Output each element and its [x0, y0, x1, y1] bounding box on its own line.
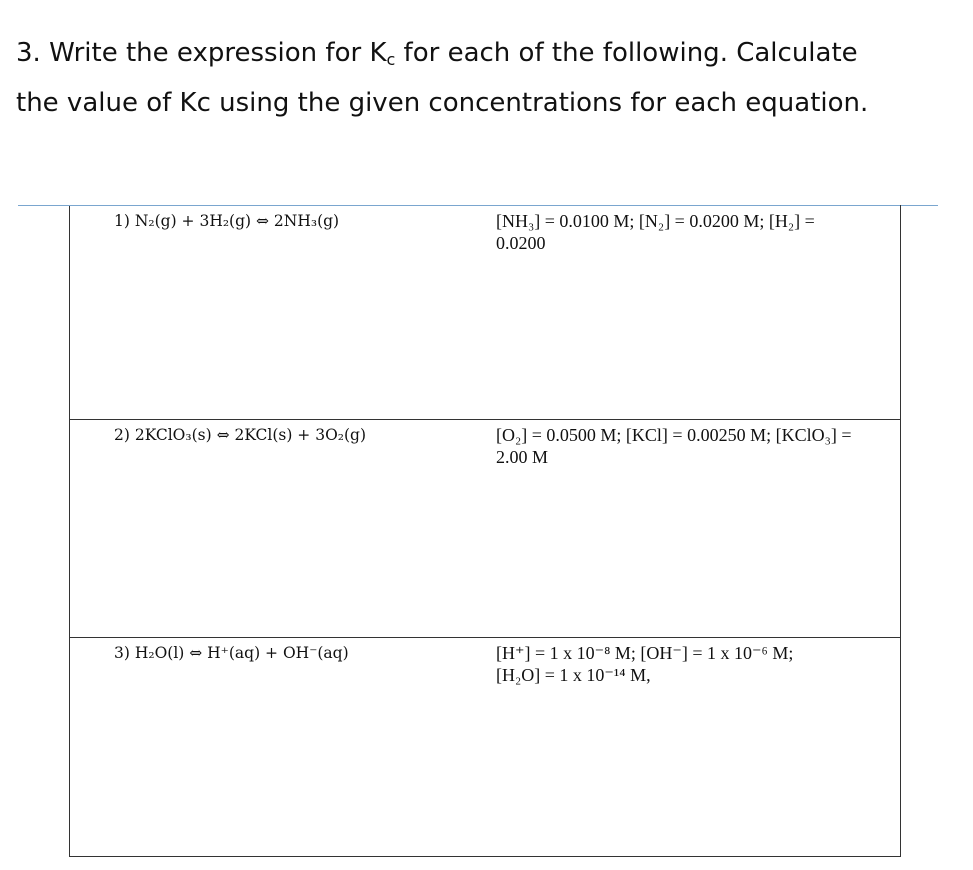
kc-subscript: c — [386, 50, 396, 69]
problem-row — [70, 638, 901, 857]
problems-table — [69, 205, 901, 857]
concentrations-2 — [496, 424, 896, 468]
problem-cell-2[interactable] — [70, 420, 901, 638]
instructions-line-2: the value of Kc using the given concentrations for each equation. — [16, 88, 869, 118]
concentrations-2-line-2: 2.00 M — [496, 447, 549, 467]
question-instructions — [16, 28, 936, 128]
equation-3: 3) H₂O(l) ⇔ H⁺(aq) + OH⁻(aq) — [114, 644, 349, 662]
problem-cell-1[interactable] — [70, 206, 901, 420]
concentrations-2-line-1: [O₂] = 0.0500 M; [KCl] = 0.00250 M; [KClO₃] = — [496, 425, 852, 445]
concentrations-1 — [496, 210, 896, 254]
equation-2: 2) 2KClO₃(s) ⇔ 2KCl(s) + 3O₂(g) — [114, 426, 367, 444]
instructions-line-1-end: for each of the following. Calculate — [395, 38, 858, 68]
instructions-line-1-start: 3. Write the expression for K — [16, 38, 387, 68]
problem-row — [70, 206, 901, 420]
concentrations-3 — [496, 642, 896, 686]
problem-row — [70, 420, 901, 638]
concentrations-1-line-2: 0.0200 — [496, 233, 546, 253]
equation-1: 1) N₂(g) + 3H₂(g) ⇔ 2NH₃(g) — [114, 212, 340, 230]
concentrations-3-line-1: [H⁺] = 1 x 10⁻⁸ M; [OH⁻] = 1 x 10⁻⁶ M; — [496, 643, 794, 663]
concentrations-3-line-2: [H₂O] = 1 x 10⁻¹⁴ M, — [496, 665, 651, 685]
concentrations-1-line-1: [NH₃] = 0.0100 M; [N₂] = 0.0200 M; [H₂] = — [496, 211, 815, 231]
instructions-line-1 — [16, 28, 936, 78]
problem-cell-3[interactable] — [70, 638, 901, 857]
